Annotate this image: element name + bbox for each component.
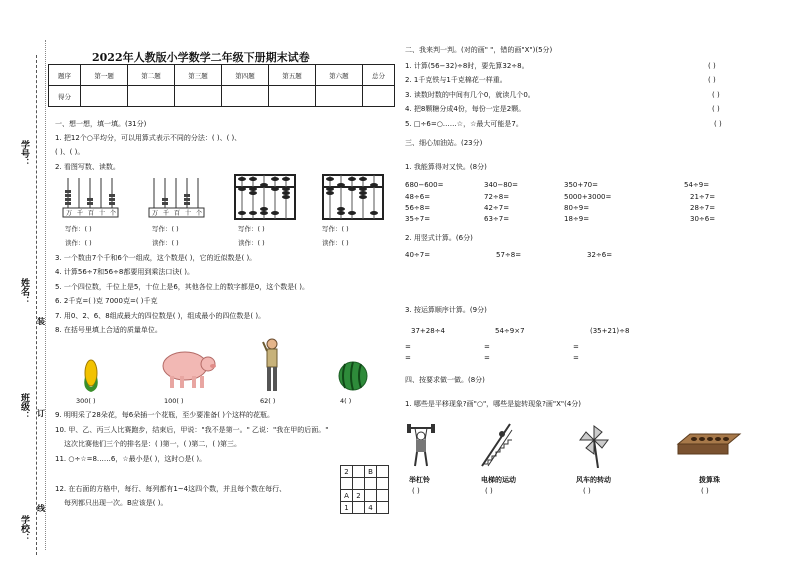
score-row-label: 得分	[49, 86, 81, 107]
judge-answer[interactable]: ( )	[712, 105, 720, 113]
score-cell[interactable]	[221, 86, 268, 107]
unit-man: 62( )	[260, 397, 276, 405]
write-as-2: 写作：( )	[152, 225, 179, 233]
calc-2-heading: 2. 用竖式计算。(6分)	[405, 234, 473, 242]
header-cell: 第五题	[268, 65, 315, 86]
question-5: 5. 一个四位数，千位上是5，十位上是6，其他各位上的数字都是0，这个数是( )。	[55, 283, 309, 291]
binding-ding: 订	[37, 409, 45, 418]
picture-caption: 风车的转动	[576, 475, 611, 484]
score-cell[interactable]	[315, 86, 362, 107]
grid-cell	[377, 478, 389, 490]
question-6: 6. 2千克=( )克 7000克=( )千克	[55, 297, 158, 305]
svg-text:千: 千	[163, 210, 170, 217]
picture-caption: 电梯的运动	[481, 475, 516, 484]
binding-dots	[45, 40, 46, 550]
equals-sign: =	[405, 343, 411, 351]
score-cell[interactable]	[175, 86, 222, 107]
judge-2: 2. 1千克铁与1千克棉花一样重。	[405, 76, 507, 84]
class-label: 班级：	[19, 393, 29, 420]
binding-zhuang: 装	[37, 317, 45, 326]
score-cell[interactable]	[362, 86, 394, 107]
section-3-heading: 三、细心加油站。(23分)	[405, 139, 483, 147]
picture-answer[interactable]: ( )	[701, 487, 709, 495]
header-cell: 题序	[49, 65, 81, 86]
calc-item: 680−600=	[405, 181, 444, 189]
judge-answer[interactable]: ( )	[708, 62, 716, 70]
question-3: 3. 一个数由7个千和6个一组成，这个数是( )，它的近似数是( )。	[55, 254, 257, 262]
grid-cell	[341, 478, 353, 490]
question-12-cont: 每列都只出现一次。B应该是( )。	[64, 499, 168, 507]
pig-image	[158, 344, 216, 392]
unit-corn: 300( )	[76, 397, 96, 405]
calc-item: 54÷9=	[684, 181, 710, 189]
school-label: 学校：	[19, 515, 29, 542]
part-1-heading: 1. 哪些是平移现象?画"○"，哪些是旋转现象?画"X"(4分)	[405, 400, 582, 408]
header-cell: 总分	[362, 65, 394, 86]
calc-item: 42÷7=	[484, 204, 510, 212]
header-cell: 第一题	[81, 65, 128, 86]
grid-cell: B	[365, 466, 377, 478]
question-11: 11. ○÷☆=8……6，☆最小是( )，这时○是( )。	[55, 455, 207, 463]
question-1: 1. 把12个○平均分，可以用算式表示不同的分法：( )、( )、	[55, 134, 242, 142]
picture-caption: 举杠铃	[409, 475, 430, 484]
score-cell[interactable]	[268, 86, 315, 107]
question-4: 4. 计算56÷7和56÷8都要用到乘法口诀( )。	[55, 268, 195, 276]
counting-frame-2	[148, 176, 208, 220]
calc-item: 350+70=	[564, 181, 598, 189]
judge-answer[interactable]: ( )	[714, 120, 722, 128]
svg-text:百: 百	[174, 210, 181, 217]
read-as-1: 读作：( )	[65, 239, 92, 247]
calc-item: 18÷9=	[564, 215, 590, 223]
score-table	[48, 64, 395, 107]
place-label: 千	[77, 210, 84, 217]
man-image	[262, 338, 282, 394]
grid-cell: 4	[365, 502, 377, 514]
picture-answer[interactable]: ( )	[412, 487, 420, 495]
counting-frame-1	[62, 176, 122, 220]
binding-xian: 线	[37, 504, 45, 513]
question-8: 8. 在括号里填上合适的质量单位。	[55, 326, 162, 334]
order-calc: 54÷9×7	[495, 327, 525, 335]
header-cell: 第三题	[175, 65, 222, 86]
grid-cell: 2	[341, 466, 353, 478]
score-cell[interactable]	[128, 86, 175, 107]
vertical-calc: 57÷8=	[496, 251, 522, 259]
question-7: 7. 用0、2、6、8组成最大的四位数是( )，组成最小的四位数是( )。	[55, 312, 266, 320]
equals-sign: =	[573, 343, 579, 351]
read-as-4: 读作：( )	[322, 239, 349, 247]
calc-item: 21÷7=	[690, 193, 716, 201]
score-cell[interactable]	[81, 86, 128, 107]
binding-line	[36, 55, 37, 555]
vertical-calc: 32÷6=	[587, 251, 613, 259]
judge-4: 4. 把8颗糖分成4份，每份一定是2颗。	[405, 105, 526, 113]
question-12: 12. 在右面的方格中，每行、每列都有1~4这四个数，并且每个数在每行、	[55, 485, 287, 493]
grid-cell	[377, 466, 389, 478]
svg-text:万: 万	[152, 210, 159, 217]
judge-3: 3. 读数时数的中间有几个0，就读几个0。	[405, 91, 535, 99]
place-label: 万	[66, 210, 73, 217]
calc-item: 5000+3000=	[564, 193, 612, 201]
corn-image	[82, 357, 100, 393]
picture-answer[interactable]: ( )	[485, 487, 493, 495]
grid-cell	[365, 478, 377, 490]
read-as-3: 读作：( )	[238, 239, 265, 247]
calc-item: 63÷7=	[484, 215, 510, 223]
calc-item: 30÷6=	[690, 215, 716, 223]
grid-cell	[353, 466, 365, 478]
question-10-cont: 这次比赛他们三个的排名是：( )第一，( )第二，( )第三。	[64, 440, 242, 448]
order-calc: 37+28÷4	[411, 327, 445, 335]
picture-caption: 拨算珠	[699, 475, 720, 484]
student-id-label: 学号：	[19, 140, 29, 167]
grid-cell: A	[341, 490, 353, 502]
section-1-heading: 一、想一想，填一填。(31分)	[55, 120, 147, 128]
weightlifting-image	[407, 424, 435, 468]
judge-5: 5. □÷6=○……☆，☆最大可能是7。	[405, 120, 523, 128]
unit-watermelon: 4( )	[340, 397, 352, 405]
question-10: 10. 甲、乙、丙三人比赛跑步，结束后，甲说："我不是第一。" 乙说："我在甲的后面。"	[55, 426, 329, 434]
latin-square-grid	[340, 465, 389, 514]
header-cell: 第六题	[315, 65, 362, 86]
grid-cell	[353, 502, 365, 514]
grid-cell	[377, 490, 389, 502]
judge-answer[interactable]: ( )	[712, 91, 720, 99]
calc-item: 35÷7=	[405, 215, 431, 223]
calc-item: 56÷8=	[405, 204, 431, 212]
pinwheel-image	[578, 424, 612, 468]
bead-abacus-2	[322, 173, 384, 221]
watermelon-image	[337, 360, 369, 392]
grid-cell: 1	[341, 502, 353, 514]
write-as-1: 写作：( )	[65, 225, 92, 233]
place-label: 十	[99, 210, 106, 217]
page-title: 2022年人教版小学数学二年级下册期末试卷	[92, 51, 310, 64]
judge-1: 1. 计算(56−32)÷8时，要先算32÷8。	[405, 62, 529, 70]
vertical-calc: 40÷7=	[405, 251, 431, 259]
grid-cell: 2	[353, 490, 365, 502]
equals-sign: =	[405, 354, 411, 362]
calc-item: 340−80=	[484, 181, 518, 189]
abacus-bead-image	[676, 432, 742, 458]
calc-item: 28÷7=	[690, 204, 716, 212]
section-4-heading: 四、按要求做一做。(8分)	[405, 376, 485, 384]
grid-cell	[377, 502, 389, 514]
equals-sign: =	[484, 343, 490, 351]
bead-abacus-1	[234, 173, 296, 221]
write-as-3: 写作：( )	[238, 225, 265, 233]
judge-answer[interactable]: ( )	[708, 76, 716, 84]
svg-text:个: 个	[196, 210, 203, 217]
calc-item: 48÷6=	[405, 193, 431, 201]
header-cell: 第四题	[221, 65, 268, 86]
grid-cell	[353, 478, 365, 490]
place-label: 百	[88, 210, 95, 217]
section-2-heading: 二、我来判一判。(对的画" "，错的画"X")(5分)	[405, 46, 553, 54]
question-1-cont: ( )、( )。	[55, 148, 85, 156]
unit-pig: 100( )	[164, 397, 184, 405]
name-label: 姓名：	[19, 278, 29, 305]
write-as-4: 写作：( )	[322, 225, 349, 233]
question-2: 2. 看图写数、读数。	[55, 163, 120, 171]
calc-3-heading: 3. 按运算顺序计算。(9分)	[405, 306, 487, 314]
header-cell: 第二题	[128, 65, 175, 86]
place-label: 个	[110, 210, 117, 217]
svg-text:十: 十	[185, 210, 192, 217]
read-as-2: 读作：( )	[152, 239, 179, 247]
question-9: 9. 明明采了28朵花，每6朵插一个花瓶，至少要准备( )个这样的花瓶。	[55, 411, 274, 419]
calc-1-heading: 1. 我能算得对又快。(8分)	[405, 163, 487, 171]
picture-answer[interactable]: ( )	[583, 487, 591, 495]
equals-sign: =	[484, 354, 490, 362]
escalator-image	[480, 420, 514, 468]
calc-item: 72÷8=	[484, 193, 510, 201]
equals-sign: =	[573, 354, 579, 362]
order-calc: (35+21)÷8	[590, 327, 630, 335]
calc-item: 80÷9=	[564, 204, 590, 212]
grid-cell	[365, 490, 377, 502]
